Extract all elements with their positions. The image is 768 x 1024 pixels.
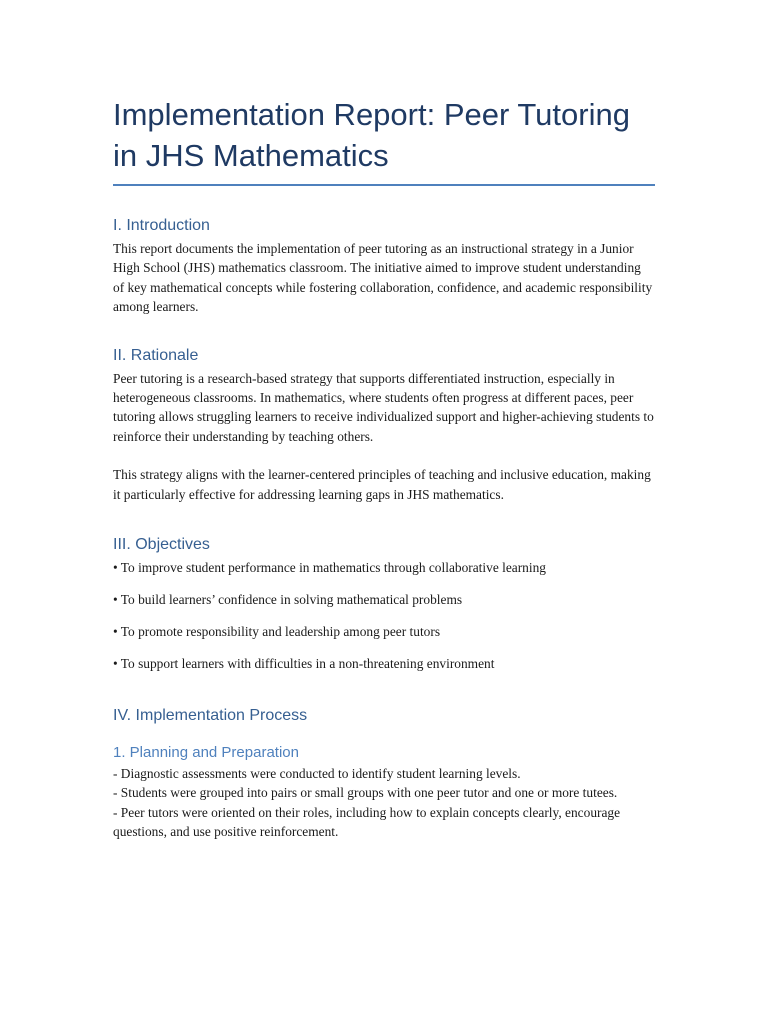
planning-step: - Diagnostic assessments were conducted to identify student learning levels.	[113, 766, 521, 782]
section-rationale	[113, 346, 655, 504]
section-implementation	[113, 706, 655, 842]
section-introduction	[113, 216, 655, 317]
section-heading-objectives: III. Objectives	[113, 536, 210, 554]
section-heading-rationale: II. Rationale	[113, 346, 199, 364]
objective-item: • To improve student performance in mathematics through collaborative learning	[113, 560, 546, 576]
document-title: Implementation Report: Peer Tutoring in JHS Mathematics	[113, 94, 655, 186]
document-page	[113, 94, 655, 842]
objective-item: • To build learners’ confidence in solving mathematical problems	[113, 592, 463, 608]
rationale-paragraph-2: This strategy aligns with the learner-centered principles of teaching and inclusive education, making it particularly effective for addressing learning gaps in JHS mathematics.	[113, 467, 651, 502]
introduction-paragraph: This report documents the implementation of peer tutoring as an instructional strategy in a Junior High School (JHS) mathematics classroom. The initiative aimed to improve student understanding of key mathematical concepts while fostering collaboration, confidence, and academic responsibility among learners.	[113, 241, 653, 315]
objective-item: • To promote responsibility and leadership among peer tutors	[113, 624, 441, 640]
objective-item: • To support learners with difficulties in a non-threatening environment	[113, 656, 495, 672]
section-heading-implementation: IV. Implementation Process	[113, 707, 308, 725]
planning-step: - Peer tutors were oriented on their roles, including how to explain concepts clearly, encourage questions, and use positive reinforcement.	[113, 804, 621, 840]
subsection-heading-planning: 1. Planning and Preparation	[113, 744, 299, 762]
section-heading-introduction: I. Introduction	[113, 217, 210, 234]
section-objectives	[113, 535, 655, 673]
planning-step: - Students were grouped into pairs or small groups with one peer tutor and one or more tutees.	[113, 785, 618, 801]
rationale-paragraph-1: Peer tutoring is a research-based strategy that supports differentiated instruction, especially in heterogeneous classrooms. In mathematics, where students often progress at different paces, peer tutoring allows struggling learners to receive individualized support and higher-achieving students to reinforce their understanding by teaching others.	[113, 370, 654, 444]
